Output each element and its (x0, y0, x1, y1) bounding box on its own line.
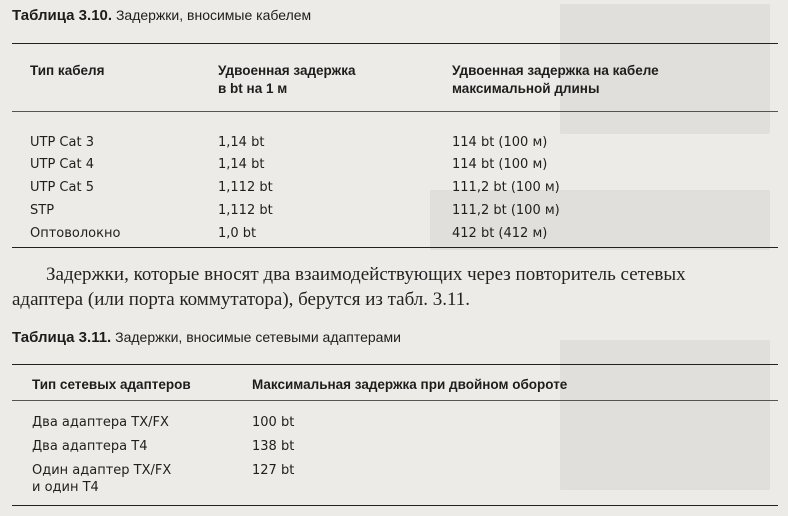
table-3-11-row-3-delay: 127 bt (252, 463, 295, 478)
show-through-block (560, 340, 770, 490)
cell-line: и один T4 (32, 480, 99, 495)
table-3-11-row-3-type (32, 462, 171, 496)
table-3-11-header-rule (12, 400, 778, 401)
table-3-11-caption-text: Задержки, вносимые сетевыми адаптерами (115, 329, 401, 345)
table-3-10-top-rule (12, 43, 778, 44)
table-3-11-row-1-type: Два адаптера TX/FX (32, 415, 169, 430)
table-3-10-row-5-delay-per-m: 1,0 bt (218, 226, 257, 241)
table-3-10-header-max-delay (452, 62, 659, 98)
table-3-10-caption-text: Задержки, вносимые кабелем (115, 7, 312, 23)
table-3-11-row-1-delay: 100 bt (252, 415, 295, 430)
table-3-11-row-2-delay: 138 bt (252, 439, 295, 454)
table-3-11-caption (12, 328, 401, 347)
table-3-10-row-1-type: UTP Cat 3 (30, 135, 94, 150)
table-3-10-row-4-delay-per-m: 1,112 bt (218, 203, 273, 218)
header-line: максимальной длины (452, 81, 600, 96)
table-3-10-row-4-type: STP (30, 203, 55, 218)
cell-line: Один адаптер TX/FX (32, 463, 172, 478)
table-3-11-row-2-type: Два адаптера T4 (32, 439, 148, 454)
table-3-10-bottom-rule (12, 247, 778, 248)
table-3-10-header-cable-type: Тип кабеля (30, 63, 105, 78)
table-3-11-caption-label: Таблица 3.11. (12, 329, 112, 346)
table-3-10-row-2-delay-per-m: 1,14 bt (218, 157, 265, 172)
table-3-10-caption (12, 6, 311, 25)
paragraph-line: адаптера (или порта коммутатора), берутся из табл. 3.11. (12, 289, 471, 310)
table-3-10-row-1-max-delay: 114 bt (100 м) (452, 135, 548, 150)
table-3-10-caption-label: Таблица 3.10. (12, 7, 113, 24)
table-3-10-row-1-delay-per-m: 1,14 bt (218, 135, 265, 150)
table-3-10-row-3-delay-per-m: 1,112 bt (218, 180, 273, 195)
table-3-10-row-3-type: UTP Cat 5 (30, 180, 94, 195)
table-3-11-bottom-rule (12, 505, 778, 506)
table-3-10-row-5-max-delay: 412 bt (412 м) (452, 226, 548, 241)
body-paragraph (12, 262, 782, 312)
header-line: в bt на 1 м (218, 81, 288, 96)
table-3-10-row-2-type: UTP Cat 4 (30, 157, 94, 172)
table-3-10-header-rule (12, 111, 778, 112)
table-3-11-header-adapter-type: Тип сетевых адаптеров (32, 377, 191, 392)
table-3-11-header-max-delay: Максимальная задержка при двойном обороте (252, 377, 568, 392)
header-line: Удвоенная задержка на кабеле (452, 63, 659, 78)
header-line: Удвоенная задержка (218, 63, 356, 78)
table-3-10-row-5-type: Оптоволокно (30, 226, 121, 241)
table-3-11-top-rule (12, 364, 778, 365)
table-3-10-row-4-max-delay: 111,2 bt (100 м) (452, 203, 560, 218)
paragraph-line: Задержки, которые вносят два взаимодействующих через повторитель сетевых (46, 264, 686, 285)
table-3-10-row-3-max-delay: 111,2 bt (100 м) (452, 180, 560, 195)
table-3-10-row-2-max-delay: 114 bt (100 м) (452, 157, 548, 172)
table-3-10-header-delay-per-m (218, 62, 355, 98)
